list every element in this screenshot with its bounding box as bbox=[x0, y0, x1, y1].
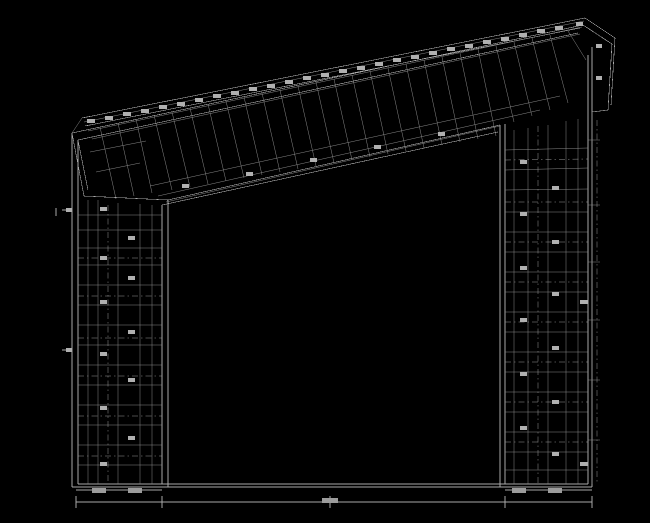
right-column-bay bbox=[505, 119, 588, 484]
roof-truss-panel bbox=[72, 21, 586, 202]
left-column-bay bbox=[78, 200, 162, 484]
node-markers-group bbox=[66, 22, 602, 503]
right-outer-strip bbox=[588, 112, 600, 484]
left-side-markers bbox=[56, 208, 72, 350]
main-outline-group bbox=[72, 18, 615, 487]
